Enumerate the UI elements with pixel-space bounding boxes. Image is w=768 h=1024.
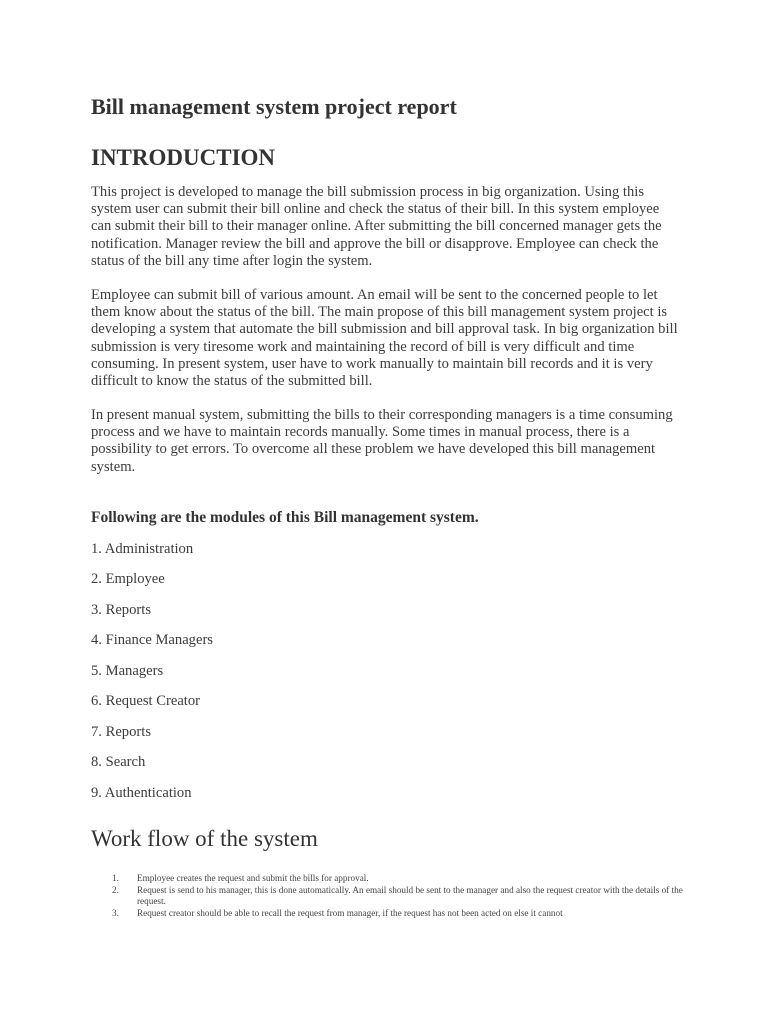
workflow-steps-list xyxy=(91,873,691,919)
module-item: 2. Employee xyxy=(91,571,165,587)
module-item: 5. Managers xyxy=(91,663,164,679)
module-item: 6. Request Creator xyxy=(91,693,201,709)
module-item: 3. Reports xyxy=(91,602,151,618)
module-item: 1. Administration xyxy=(91,541,194,557)
modules-heading: Following are the modules of this Bill management system. xyxy=(91,509,479,526)
workflow-step xyxy=(91,885,691,908)
workflow-heading: Work flow of the system xyxy=(91,826,318,851)
workflow-step-number: 1. xyxy=(112,873,119,883)
workflow-step-number: 3. xyxy=(112,907,119,918)
workflow-step-text: Request is send to his manager, this is done automatically. An email should be sent to the manager and also the request creator with the details of the request. xyxy=(137,884,683,907)
introduction-heading: INTRODUCTION xyxy=(91,145,276,170)
module-item: 7. Reports xyxy=(91,724,151,740)
intro-paragraph-2: Employee can submit bill of various amount. An email will be sent to the concerned people to let them know about the status of the bill. The main propose of this bill management system project is developing a system that automate the bill submission and bill approval task. In big organization bill submission is very tiresome work and maintaining the record of bill is very difficult and time consuming. In present system, user have to work manually to maintain bill records and it is very difficult to know the status of the submitted bill. xyxy=(91,287,678,390)
workflow-step xyxy=(91,908,691,920)
workflow-step-number: 2. xyxy=(112,884,119,895)
workflow-step-text: Employee creates the request and submit the bills for approval. xyxy=(137,873,369,883)
module-item: 4. Finance Managers xyxy=(91,632,213,648)
module-item: 9. Authentication xyxy=(91,785,192,801)
intro-paragraph-3: In present manual system, submitting the bills to their corresponding managers is a time consuming process and we have to maintain records manually. Some times in manual process, there is a possibility to get errors. To overcome all these problem we have developed this bill management system. xyxy=(91,407,673,475)
module-item: 8. Search xyxy=(91,754,146,770)
workflow-step xyxy=(91,873,691,885)
intro-paragraph-1: This project is developed to manage the bill submission process in big organization. Using this system user can submit their bill online and check the status of their bill. In this system employee can submit their bill to their manager online. After submitting the bill concerned manager gets the notification. Manager review the bill and approve the bill or disapprove. Employee can check the status of the bill any time after login the system. xyxy=(91,184,662,269)
document-title: Bill management system project report xyxy=(91,94,457,119)
workflow-step-text: Request creator should be able to recall the request from manager, if the request has not been acted on else it cannot xyxy=(137,907,563,918)
